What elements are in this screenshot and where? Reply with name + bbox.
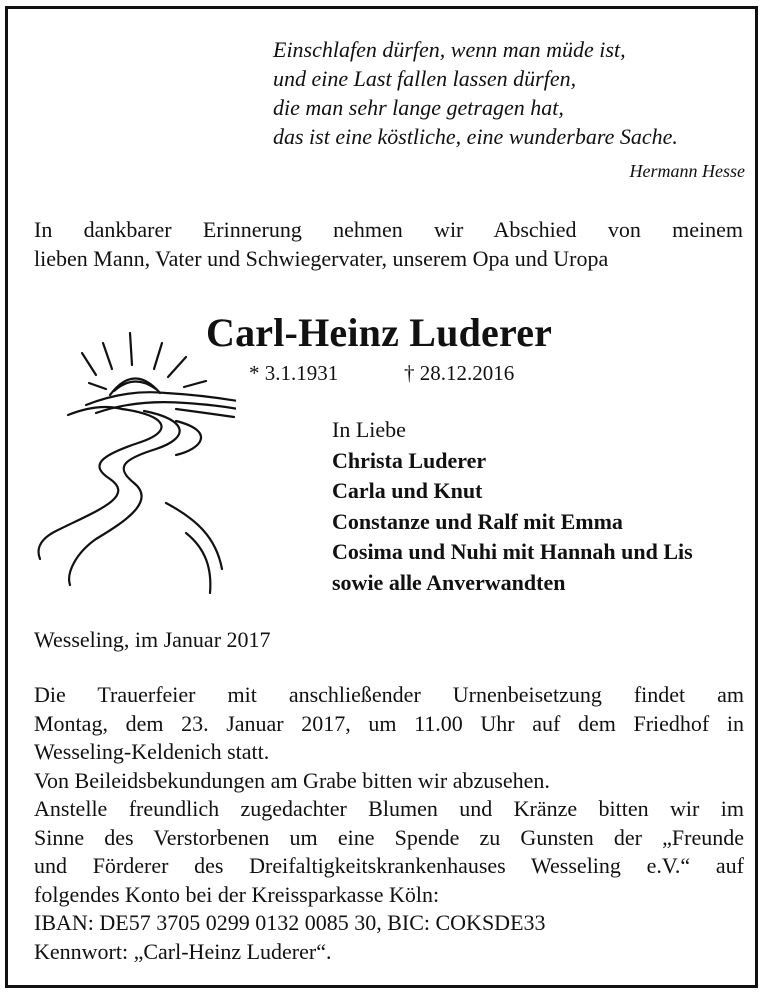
body-line: Anstelle freundlich zugedachter Blumen und Kränze bitten wir im	[34, 796, 744, 821]
place-and-date: Wesseling, im Januar 2017	[34, 627, 271, 652]
body-line: IBAN: DE57 3705 0299 0132 0085 30, BIC: COKSDE33	[34, 910, 546, 935]
mourner-name: Constanze und Ralf mit Emma	[332, 508, 623, 534]
quote-line: das ist eine köstliche, eine wunderbare Sache.	[273, 124, 678, 149]
funeral-details	[34, 681, 744, 966]
body-line: und Förderer des Dreifaltigkeitskrankenhauses Wesseling e.V.“ auf	[34, 853, 744, 878]
body-line: folgendes Konto bei der Kreissparkasse Köln:	[34, 881, 440, 907]
quote-line: und eine Last fallen lassen dürfen,	[273, 66, 577, 91]
death-date: † 28.12.2016	[404, 361, 515, 385]
intro-text	[34, 215, 743, 273]
obituary-notice	[5, 6, 758, 988]
hesse-quote	[273, 35, 753, 181]
mourner-name: Carla und Knut	[332, 478, 483, 503]
body-line: Die Trauerfeier mit anschließender Urnenbeisetzung findet am	[34, 682, 744, 707]
body-line: Kennwort: „Carl-Heinz Luderer“.	[34, 938, 332, 964]
mourner-name: Cosima und Nuhi mit Hannah und Lis	[332, 539, 693, 564]
intro-line: In dankbarer Erinnerung nehmen wir Abschied von meinem	[34, 217, 743, 242]
mourners-list	[332, 415, 693, 598]
deceased-name: Carl-Heinz Luderer	[206, 310, 553, 355]
body-line: Wesseling-Keldenich statt.	[34, 739, 270, 764]
mourner-name: Christa Luderer	[332, 447, 487, 473]
birth-date: * 3.1.1931	[249, 361, 339, 385]
quote-line: Einschlafen dürfen, wenn man müde ist,	[273, 37, 626, 62]
body-line: Sinne des Verstorbenen um eine Spende zu Gunsten der „Freunde	[34, 824, 744, 850]
intro-line: lieben Mann, Vater und Schwiegervater, unserem Opa und Uropa	[34, 246, 609, 271]
quote-author: Hermann Hesse	[629, 161, 745, 181]
body-line: Von Beileidsbekundungen am Grabe bitten wir abzusehen.	[34, 767, 550, 793]
sun-and-winding-path-icon	[26, 323, 236, 601]
mourners-heading: In Liebe	[332, 417, 406, 442]
body-line: Montag, dem 23. Januar 2017, um 11.00 Uhr auf dem Friedhof in	[34, 710, 744, 736]
quote-line: die man sehr lange getragen hat,	[273, 95, 564, 120]
mourner-name: sowie alle Anverwandten	[332, 569, 566, 595]
